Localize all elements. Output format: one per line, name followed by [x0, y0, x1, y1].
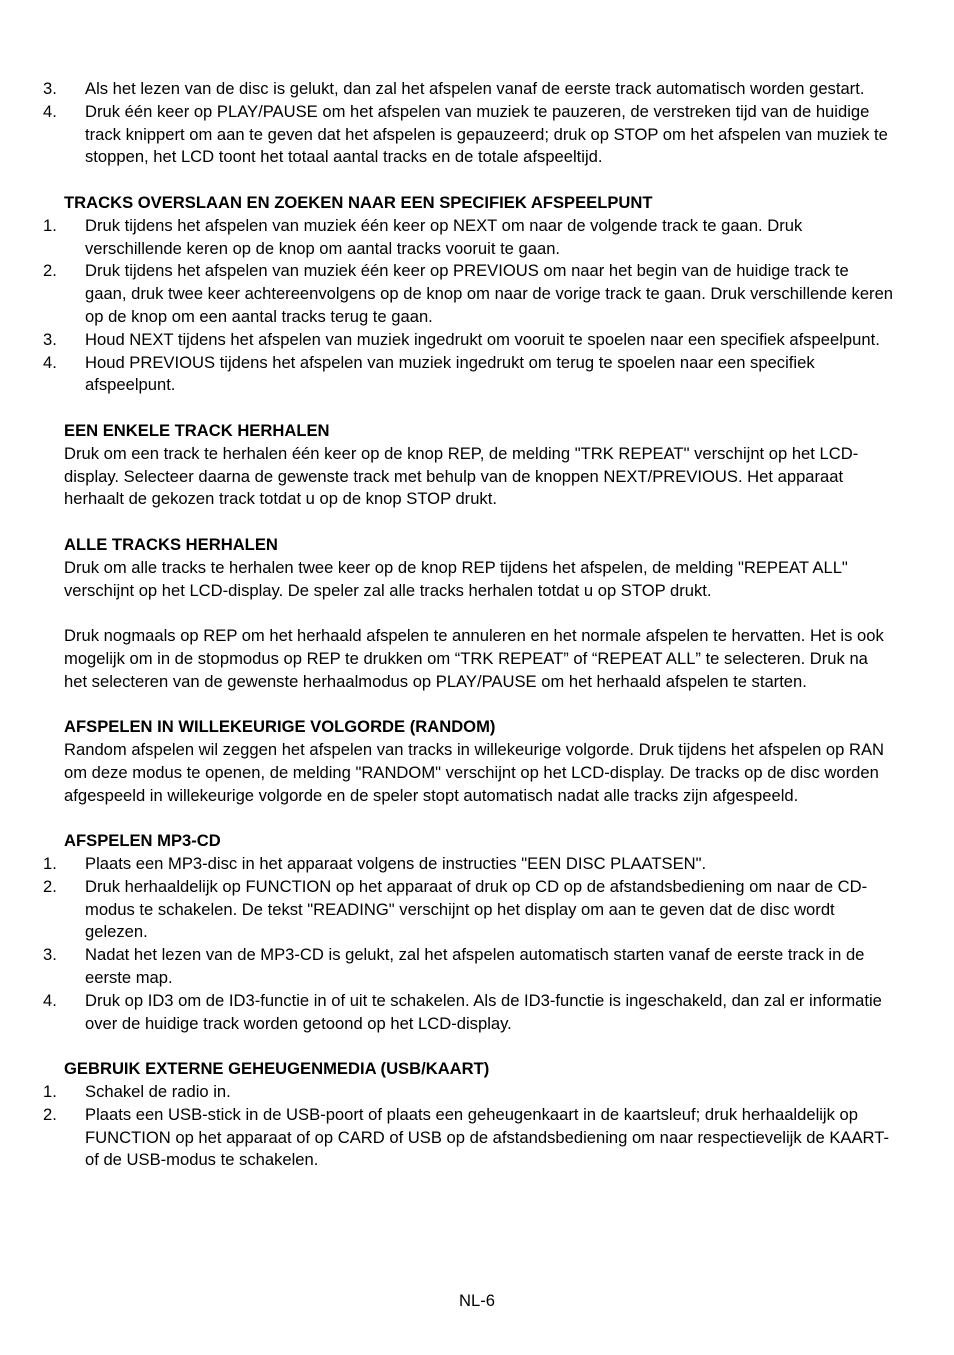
section-heading: EEN ENKELE TRACK HERHALEN	[64, 420, 330, 440]
intro-list	[43, 78, 894, 169]
list-item: 3. Nadat het lezen van de MP3-CD is gelukt, zal het afspelen automatisch starten vanaf de eerste track in de eerste map.	[43, 945, 865, 988]
section-heading: ALLE TRACKS HERHALEN	[64, 534, 278, 554]
list-item: 4. Houd PREVIOUS tijdens het afspelen van muziek ingedrukt om terug te spoelen naar een specifiek afspeelpunt.	[43, 352, 815, 395]
intro-section	[43, 78, 894, 169]
list-item: 1. Plaats een MP3-disc in het apparaat volgens de instructies "EEN DISC PLAATSEN".	[43, 854, 707, 874]
random-section	[64, 716, 894, 807]
paragraph: Random afspelen wil zeggen het afspelen van tracks in willekeurige volgorde. Druk tijdens het afspelen op RAN om deze modus te openen, de melding "RANDOM" verschijnt op het LCD-display. De tracks op de disc worden afgespeeld in willekeurige volgorde en de speler stopt automatisch nadat alle tracks zijn afgespeeld.	[64, 740, 885, 805]
page-body	[43, 78, 894, 1195]
repeat-all-section	[64, 534, 894, 694]
list-item: 1. Druk tijdens het afspelen van muziek één keer op NEXT om naar de volgende track te gaan. Druk verschillende keren op de knop om aantal tracks vooruit te gaan.	[43, 215, 803, 258]
mp3-section	[43, 830, 894, 1035]
section-heading: AFSPELEN MP3-CD	[64, 831, 221, 851]
skip-section	[43, 192, 894, 397]
section-heading: GEBRUIK EXTERNE GEHEUGENMEDIA (USB/KAART)	[64, 1059, 490, 1079]
usb-section	[43, 1058, 894, 1172]
list-item: 3. Houd NEXT tijdens het afspelen van muziek ingedrukt om vooruit te spoelen naar een specifiek afspeelpunt.	[43, 329, 880, 349]
section-heading: TRACKS OVERSLAAN EN ZOEKEN NAAR EEN SPECIFIEK AFSPEELPUNT	[64, 192, 653, 212]
repeat-one-section	[64, 420, 894, 511]
mp3-list	[43, 853, 894, 1035]
page-number: NL-6	[459, 1291, 495, 1310]
list-item: 3. Als het lezen van de disc is gelukt, dan zal het afspelen vanaf de eerste track automatisch worden gestart.	[43, 79, 865, 98]
list-item: 1. Schakel de radio in.	[43, 1082, 231, 1102]
list-item: 4. Druk één keer op PLAY/PAUSE om het afspelen van muziek te pauzeren, de verstreken tijd van de huidige track knippert om aan te geven dat het afspelen is gepauzeerd; druk op STOP om het afspelen van muziek te stoppen, het LCD toont het totaal aantal tracks en de totale afspeeltijd.	[43, 101, 888, 167]
paragraph: Druk om een track te herhalen één keer op de knop REP, de melding "TRK REPEAT" verschijnt op het LCD-display. Selecteer daarna de gewenste track met behulp van de knoppen NEXT/PREVIOUS. Het apparaat herhaalt de gekozen track totdat u op de knop STOP drukt.	[64, 443, 859, 509]
list-item: 2. Plaats een USB-stick in de USB-poort of plaats een geheugenkaart in de kaartsleuf; druk herhaaldelijk op FUNCTION op het apparaat of op CARD of USB op de afstandsbediening om naar respectievelijk de KAART- of de USB-modus te schakelen.	[43, 1104, 889, 1170]
paragraph: Druk om alle tracks te herhalen twee keer op de knop REP tijdens het afspelen, de melding "REPEAT ALL" verschijnt op het LCD-display. De speler zal alle tracks herhalen totdat u op STOP drukt.	[64, 557, 848, 600]
section-heading: AFSPELEN IN WILLEKEURIGE VOLGORDE (RANDOM)	[64, 717, 496, 737]
skip-list	[43, 215, 894, 397]
list-item: 4. Druk op ID3 om de ID3-functie in of uit te schakelen. Als de ID3-functie is ingeschakeld, dan zal er informatie over de huidige track worden getoond op het LCD-display.	[43, 990, 882, 1033]
paragraph: Druk nogmaals op REP om het herhaald afspelen te annuleren en het normale afspelen te hervatten. Het is ook mogelijk om in de stopmodus op REP te drukken om “TRK REPEAT” of “REPEAT ALL” te selecteren. Druk na het selecteren van de gewenste herhaalmodus op PLAY/PAUSE om het herhaald afspelen te starten.	[64, 626, 884, 691]
list-item: 2. Druk herhaaldelijk op FUNCTION op het apparaat of druk op CD op de afstandsbediening om naar de CD-modus te schakelen. De tekst "READING" verschijnt op het display om aan te geven dat de disc wordt gelezen.	[43, 876, 868, 942]
usb-list	[43, 1081, 894, 1172]
list-item: 2. Druk tijdens het afspelen van muziek één keer op PREVIOUS om naar het begin van de huidige track te gaan, druk twee keer achtereenvolgens op de knop om naar de vorige track te gaan. Druk verschillende keren op de knop om een aantal tracks terug te gaan.	[43, 261, 894, 326]
